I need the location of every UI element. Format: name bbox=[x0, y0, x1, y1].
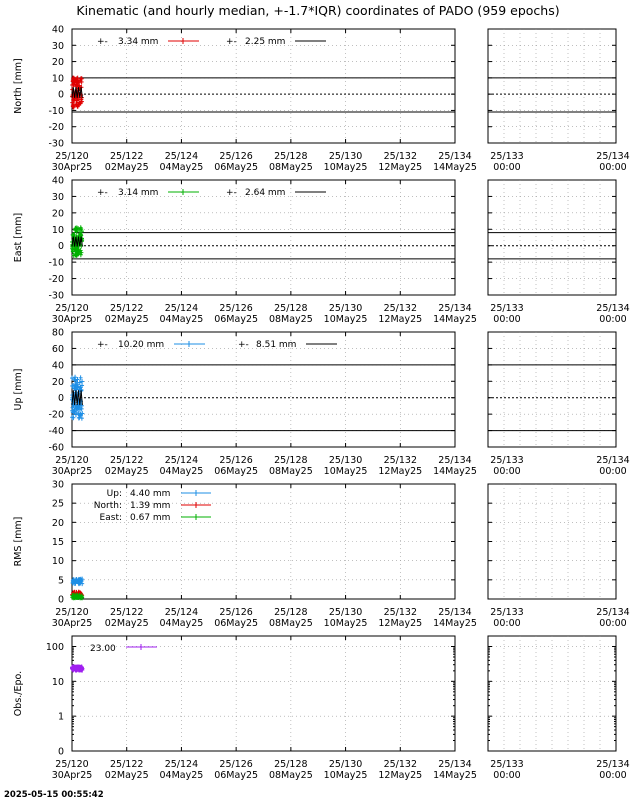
zoom-xtick-label: 00:00 bbox=[599, 618, 627, 629]
xtick-label: 25/134 bbox=[438, 151, 472, 162]
xtick-label: 30Apr25 bbox=[51, 466, 93, 477]
ytick-label: 20 bbox=[51, 517, 64, 529]
panels bbox=[13, 25, 630, 782]
xtick-label: 25/132 bbox=[383, 607, 417, 618]
xtick-label: 25/122 bbox=[110, 455, 144, 466]
legend-value: 2.25 mm bbox=[245, 37, 286, 47]
xtick-label: 14May25 bbox=[433, 466, 477, 477]
panel-up bbox=[13, 328, 630, 478]
xtick-label: 12May25 bbox=[378, 162, 423, 173]
xtick-label: 02May25 bbox=[104, 162, 149, 173]
legend-marker: +- bbox=[97, 188, 108, 198]
ytick-label: 20 bbox=[51, 376, 64, 388]
xtick-label: 25/128 bbox=[274, 607, 308, 618]
ylabel-north: North [mm] bbox=[13, 58, 24, 114]
xtick-label: 25/126 bbox=[219, 455, 253, 466]
xtick-label: 02May25 bbox=[104, 466, 149, 477]
xtick-label: 08May25 bbox=[268, 162, 313, 173]
xtick-label: 10May25 bbox=[323, 770, 368, 781]
ytick-label: 10 bbox=[51, 676, 64, 688]
ytick-label: 40 bbox=[51, 360, 64, 372]
xtick-label: 25/120 bbox=[55, 759, 89, 770]
ytick-label: -60 bbox=[48, 442, 64, 454]
zoom-xtick-label: 25/133 bbox=[490, 607, 524, 618]
zoom-xtick-label: 25/134 bbox=[596, 455, 630, 466]
ytick-label: 80 bbox=[51, 327, 64, 339]
legend-value: 4.40 mm bbox=[130, 489, 171, 499]
legend-marker: +- bbox=[97, 340, 108, 350]
ytick-label: 1 bbox=[57, 711, 64, 723]
xtick-label: 25/120 bbox=[55, 151, 89, 162]
xtick-label: 25/130 bbox=[328, 759, 363, 770]
xtick-label: 25/124 bbox=[164, 303, 199, 314]
xtick-label: 25/132 bbox=[383, 303, 417, 314]
zoom-xtick-label: 25/133 bbox=[490, 303, 524, 314]
xtick-label: 25/128 bbox=[274, 759, 308, 770]
xtick-label: 25/134 bbox=[438, 759, 472, 770]
xtick-label: 08May25 bbox=[268, 314, 313, 325]
zoom-xtick-label: 25/133 bbox=[490, 759, 524, 770]
legend-value: 10.20 mm bbox=[118, 340, 165, 350]
panel-rms bbox=[13, 480, 630, 630]
ytick-label: 15 bbox=[51, 537, 64, 548]
xtick-label: 25/124 bbox=[164, 455, 199, 466]
xtick-label: 25/120 bbox=[55, 455, 89, 466]
xtick-label: 10May25 bbox=[323, 618, 368, 629]
xtick-label: 30Apr25 bbox=[51, 162, 93, 173]
legend-marker: +- bbox=[226, 188, 237, 198]
xtick-label: 25/120 bbox=[55, 607, 89, 618]
xtick-label: 25/122 bbox=[110, 759, 144, 770]
xtick-label: 25/132 bbox=[383, 455, 417, 466]
ytick-label: -20 bbox=[48, 274, 64, 286]
zoom-xtick-label: 25/134 bbox=[596, 151, 630, 162]
legend-value: 3.34 mm bbox=[118, 37, 159, 47]
zoom-xtick-label: 25/134 bbox=[596, 303, 630, 314]
xtick-label: 02May25 bbox=[104, 618, 149, 629]
ytick-label: 10 bbox=[51, 224, 64, 236]
ytick-label: 0 bbox=[57, 594, 64, 606]
ylabel-east: East [mm] bbox=[13, 212, 24, 263]
xtick-label: 12May25 bbox=[378, 466, 423, 477]
chart-title: Kinematic (and hourly median, +-1.7*IQR) coordinates of PADO (959 epochs) bbox=[76, 3, 560, 18]
ytick-label: 30 bbox=[51, 479, 64, 491]
ytick-label: 20 bbox=[51, 208, 64, 220]
zoom-xtick-label: 25/134 bbox=[596, 607, 630, 618]
xtick-label: 30Apr25 bbox=[51, 770, 93, 781]
xtick-label: 25/132 bbox=[383, 759, 417, 770]
xtick-label: 08May25 bbox=[268, 466, 313, 477]
xtick-label: 02May25 bbox=[104, 314, 149, 325]
xtick-label: 25/130 bbox=[328, 151, 363, 162]
legend-value: 8.51 mm bbox=[256, 340, 297, 350]
ytick-label: -20 bbox=[48, 122, 64, 134]
xtick-label: 25/130 bbox=[328, 303, 363, 314]
ytick-label: -30 bbox=[48, 138, 64, 150]
xtick-label: 14May25 bbox=[433, 770, 477, 781]
ylabel-obs: Obs./Epo. bbox=[13, 670, 24, 717]
xtick-label: 25/128 bbox=[274, 455, 308, 466]
xtick-label: 12May25 bbox=[378, 618, 423, 629]
ytick-label: 20 bbox=[51, 57, 64, 69]
ytick-label: 0 bbox=[57, 393, 64, 405]
legend-value: 1.39 mm bbox=[130, 501, 171, 511]
xtick-label: 04May25 bbox=[159, 466, 204, 477]
legend-marker: +- bbox=[238, 340, 249, 350]
ytick-label: -30 bbox=[48, 290, 64, 302]
ytick-label: 0 bbox=[57, 746, 64, 758]
xtick-label: 25/126 bbox=[219, 303, 253, 314]
xtick-label: 25/134 bbox=[438, 607, 472, 618]
ytick-label: 0 bbox=[57, 241, 64, 253]
xtick-label: 25/120 bbox=[55, 303, 89, 314]
xtick-label: 08May25 bbox=[268, 770, 313, 781]
panel-east bbox=[13, 176, 630, 326]
xtick-label: 25/130 bbox=[328, 607, 363, 618]
xtick-label: 30Apr25 bbox=[51, 618, 93, 629]
xtick-label: 12May25 bbox=[378, 314, 423, 325]
series-obs bbox=[70, 664, 84, 672]
panel-north bbox=[13, 25, 630, 174]
zoom-xtick-label: 00:00 bbox=[599, 162, 627, 173]
panel-obs bbox=[13, 636, 630, 781]
ylabel-rms: RMS [mm] bbox=[13, 516, 24, 567]
xtick-label: 08May25 bbox=[268, 618, 313, 629]
legend-value: 23.00 bbox=[90, 644, 116, 654]
zoom-xtick-label: 25/134 bbox=[596, 759, 630, 770]
xtick-label: 25/126 bbox=[219, 151, 253, 162]
legend-label: Up: bbox=[106, 489, 122, 499]
ytick-label: 60 bbox=[51, 343, 64, 355]
zoom-xtick-label: 25/133 bbox=[490, 455, 524, 466]
zoom-frame-obs bbox=[488, 636, 616, 751]
timestamp: 2025-05-15 00:55:42 bbox=[4, 790, 104, 800]
ytick-label: -10 bbox=[48, 257, 64, 269]
xtick-label: 14May25 bbox=[433, 162, 477, 173]
xtick-label: 06May25 bbox=[214, 314, 259, 325]
xtick-label: 14May25 bbox=[433, 618, 477, 629]
legend-value: 0.67 mm bbox=[130, 513, 171, 523]
xtick-label: 04May25 bbox=[159, 162, 204, 173]
legend-marker: +- bbox=[97, 37, 108, 47]
ytick-label: 100 bbox=[45, 641, 64, 653]
zoom-xtick-label: 00:00 bbox=[493, 770, 521, 781]
ytick-label: 25 bbox=[51, 498, 64, 510]
zoom-xtick-label: 00:00 bbox=[599, 314, 627, 325]
xtick-label: 25/126 bbox=[219, 759, 253, 770]
xtick-label: 04May25 bbox=[159, 770, 204, 781]
xtick-label: 25/124 bbox=[164, 759, 199, 770]
xtick-label: 25/134 bbox=[438, 303, 472, 314]
xtick-label: 04May25 bbox=[159, 618, 204, 629]
xtick-label: 10May25 bbox=[323, 466, 368, 477]
ytick-label: 40 bbox=[51, 175, 64, 187]
plot-frame-obs bbox=[72, 636, 455, 751]
xtick-label: 06May25 bbox=[214, 162, 259, 173]
xtick-label: 30Apr25 bbox=[51, 314, 93, 325]
zoom-xtick-label: 00:00 bbox=[493, 162, 521, 173]
legend-label: North: bbox=[93, 501, 122, 511]
xtick-label: 25/124 bbox=[164, 151, 199, 162]
zoom-xtick-label: 00:00 bbox=[493, 466, 521, 477]
legend-label: East: bbox=[99, 513, 122, 523]
xtick-label: 25/122 bbox=[110, 303, 144, 314]
series-east bbox=[70, 593, 84, 601]
zoom-frame-east bbox=[488, 180, 616, 295]
ytick-label: 40 bbox=[51, 24, 64, 36]
xtick-label: 25/130 bbox=[328, 455, 363, 466]
xtick-label: 14May25 bbox=[433, 314, 477, 325]
xtick-label: 10May25 bbox=[323, 314, 368, 325]
ytick-label: -10 bbox=[48, 105, 64, 117]
ytick-label: -20 bbox=[48, 409, 64, 421]
xtick-label: 25/128 bbox=[274, 151, 308, 162]
xtick-label: 25/126 bbox=[219, 607, 253, 618]
legend-value: 3.14 mm bbox=[118, 188, 159, 198]
xtick-label: 04May25 bbox=[159, 314, 204, 325]
ytick-label: 5 bbox=[57, 575, 64, 587]
xtick-label: 06May25 bbox=[214, 770, 259, 781]
ytick-label: 30 bbox=[51, 40, 64, 52]
zoom-xtick-label: 00:00 bbox=[493, 314, 521, 325]
xtick-label: 10May25 bbox=[323, 162, 368, 173]
xtick-label: 25/122 bbox=[110, 151, 144, 162]
legend-value: 2.64 mm bbox=[245, 188, 286, 198]
ytick-label: -40 bbox=[48, 426, 64, 438]
ytick-label: 10 bbox=[51, 556, 64, 568]
legend-marker: +- bbox=[226, 37, 237, 47]
xtick-label: 25/128 bbox=[274, 303, 308, 314]
xtick-label: 25/122 bbox=[110, 607, 144, 618]
ytick-label: 0 bbox=[57, 89, 64, 101]
xtick-label: 25/132 bbox=[383, 151, 417, 162]
xtick-label: 06May25 bbox=[214, 466, 259, 477]
xtick-label: 25/124 bbox=[164, 607, 199, 618]
ylabel-up: Up [mm] bbox=[13, 368, 24, 411]
zoom-xtick-label: 00:00 bbox=[599, 466, 627, 477]
zoom-frame-up bbox=[488, 332, 616, 447]
xtick-label: 06May25 bbox=[214, 618, 259, 629]
ytick-label: 10 bbox=[51, 73, 64, 85]
ytick-label: 30 bbox=[51, 191, 64, 203]
xtick-label: 12May25 bbox=[378, 770, 423, 781]
xtick-label: 25/134 bbox=[438, 455, 472, 466]
zoom-xtick-label: 00:00 bbox=[493, 618, 521, 629]
zoom-xtick-label: 25/133 bbox=[490, 151, 524, 162]
xtick-label: 02May25 bbox=[104, 770, 149, 781]
zoom-xtick-label: 00:00 bbox=[599, 770, 627, 781]
